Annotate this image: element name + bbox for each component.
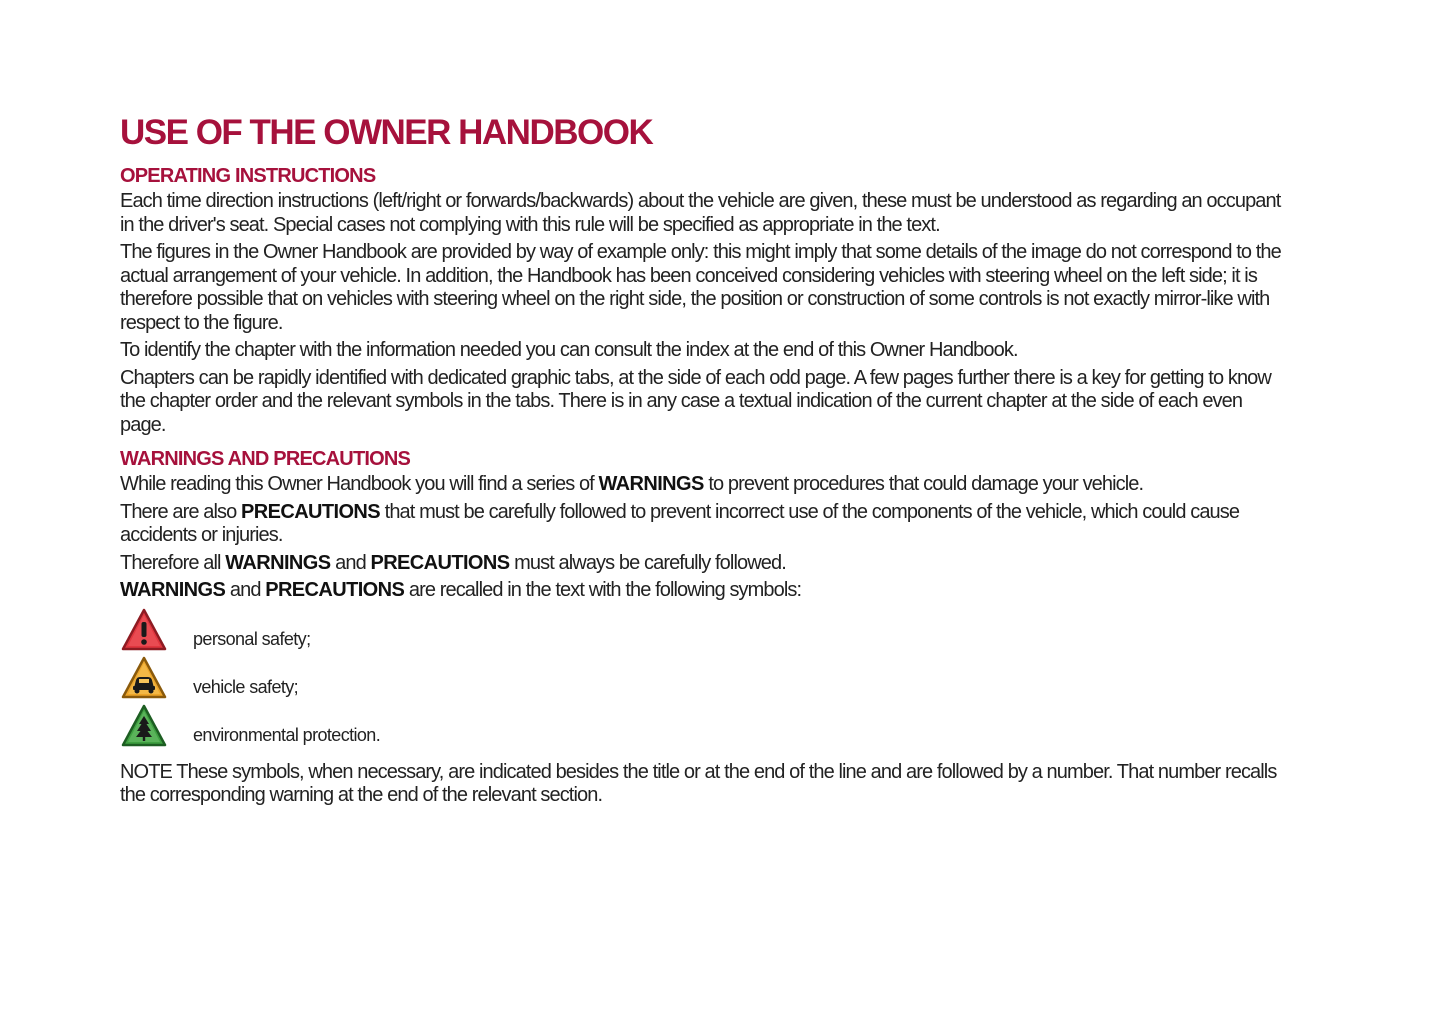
symbol-label-environmental-protection: environmental protection. [193, 725, 381, 745]
operating-paragraph-3: To identify the chapter with the information needed you can consult the index at the end of this Owner Handbook. [120, 339, 1018, 361]
symbol-legend [120, 607, 1290, 751]
warnings-paragraph-2 [120, 501, 1290, 548]
symbol-row-personal-safety [120, 607, 1290, 655]
text-span: must always be carefully followed. [514, 551, 786, 574]
symbol-row-environmental-protection [120, 703, 1290, 751]
vehicle-safety-warning-icon [120, 655, 170, 703]
text-span: that must be carefully followed to prevent incorrect use of the components of the vehicle, which could cause accidents or injuries. [120, 500, 1240, 546]
text-span: While reading this Owner Handbook you will find a series of [120, 473, 594, 495]
keyword-precautions: PRECAUTIONS [241, 500, 380, 523]
text-span: There are also [120, 500, 237, 523]
page-content [120, 112, 1290, 812]
keyword-warnings: WARNINGS [598, 473, 704, 495]
keyword-warnings: WARNINGS [225, 551, 331, 574]
text-span: are recalled in the text with the following symbols: [408, 579, 802, 601]
warnings-paragraph-4 [120, 579, 1290, 603]
operating-paragraph-4: Chapters can be rapidly identified with dedicated graphic tabs, at the side of each odd page. A few pages further there is a key for getting to know the chapter order and the relevant symbols in the tabs. There is in any case a textual indication of the current chapter at the side of each even page. [120, 366, 1271, 436]
operating-paragraph-2: The figures in the Owner Handbook are provided by way of example only: this might imply that some details of the image do not correspond to the actual arrangement of your vehicle. In addition, the Handbook has been conceived considering vehicles with steering wheel on the left side; it is therefore possible that on vehicles with steering wheel on the right side, the position or construction of some controls is not exactly mirror-like with respect to the figure. [120, 241, 1281, 334]
operating-paragraph-1: Each time direction instructions (left/right or forwards/backwards) about the vehicle are given, these must be understood as regarding an occupant in the driver's seat. Special cases not complying with this rule will be specified as appropriate in the text. [120, 190, 1281, 236]
warnings-paragraph-3 [120, 552, 1290, 576]
environmental-protection-icon [120, 703, 170, 751]
keyword-warnings: WARNINGS [120, 579, 226, 601]
text-span: to prevent procedures that could damage your vehicle. [708, 473, 1144, 495]
warnings-paragraph-1 [120, 473, 1290, 497]
text-span: Therefore all [120, 551, 221, 574]
text-span: and [229, 579, 261, 601]
text-span: and [335, 551, 366, 574]
keyword-precautions: PRECAUTIONS [370, 551, 510, 574]
warnings-precautions-heading: WARNINGS AND PRECAUTIONS [120, 448, 411, 470]
page-title: USE OF THE OWNER HANDBOOK [120, 113, 653, 152]
operating-instructions-heading: OPERATING INSTRUCTIONS [120, 165, 376, 187]
symbol-label-personal-safety: personal safety; [193, 629, 311, 649]
symbol-row-vehicle-safety [120, 655, 1290, 703]
keyword-precautions: PRECAUTIONS [265, 579, 405, 601]
symbol-label-vehicle-safety: vehicle safety; [193, 677, 299, 697]
personal-safety-warning-icon [120, 607, 170, 655]
note-paragraph: NOTE These symbols, when necessary, are indicated besides the title or at the end of the line and are followed by a number. That number recalls the corresponding warning at the end of the relevant section. [120, 760, 1277, 806]
